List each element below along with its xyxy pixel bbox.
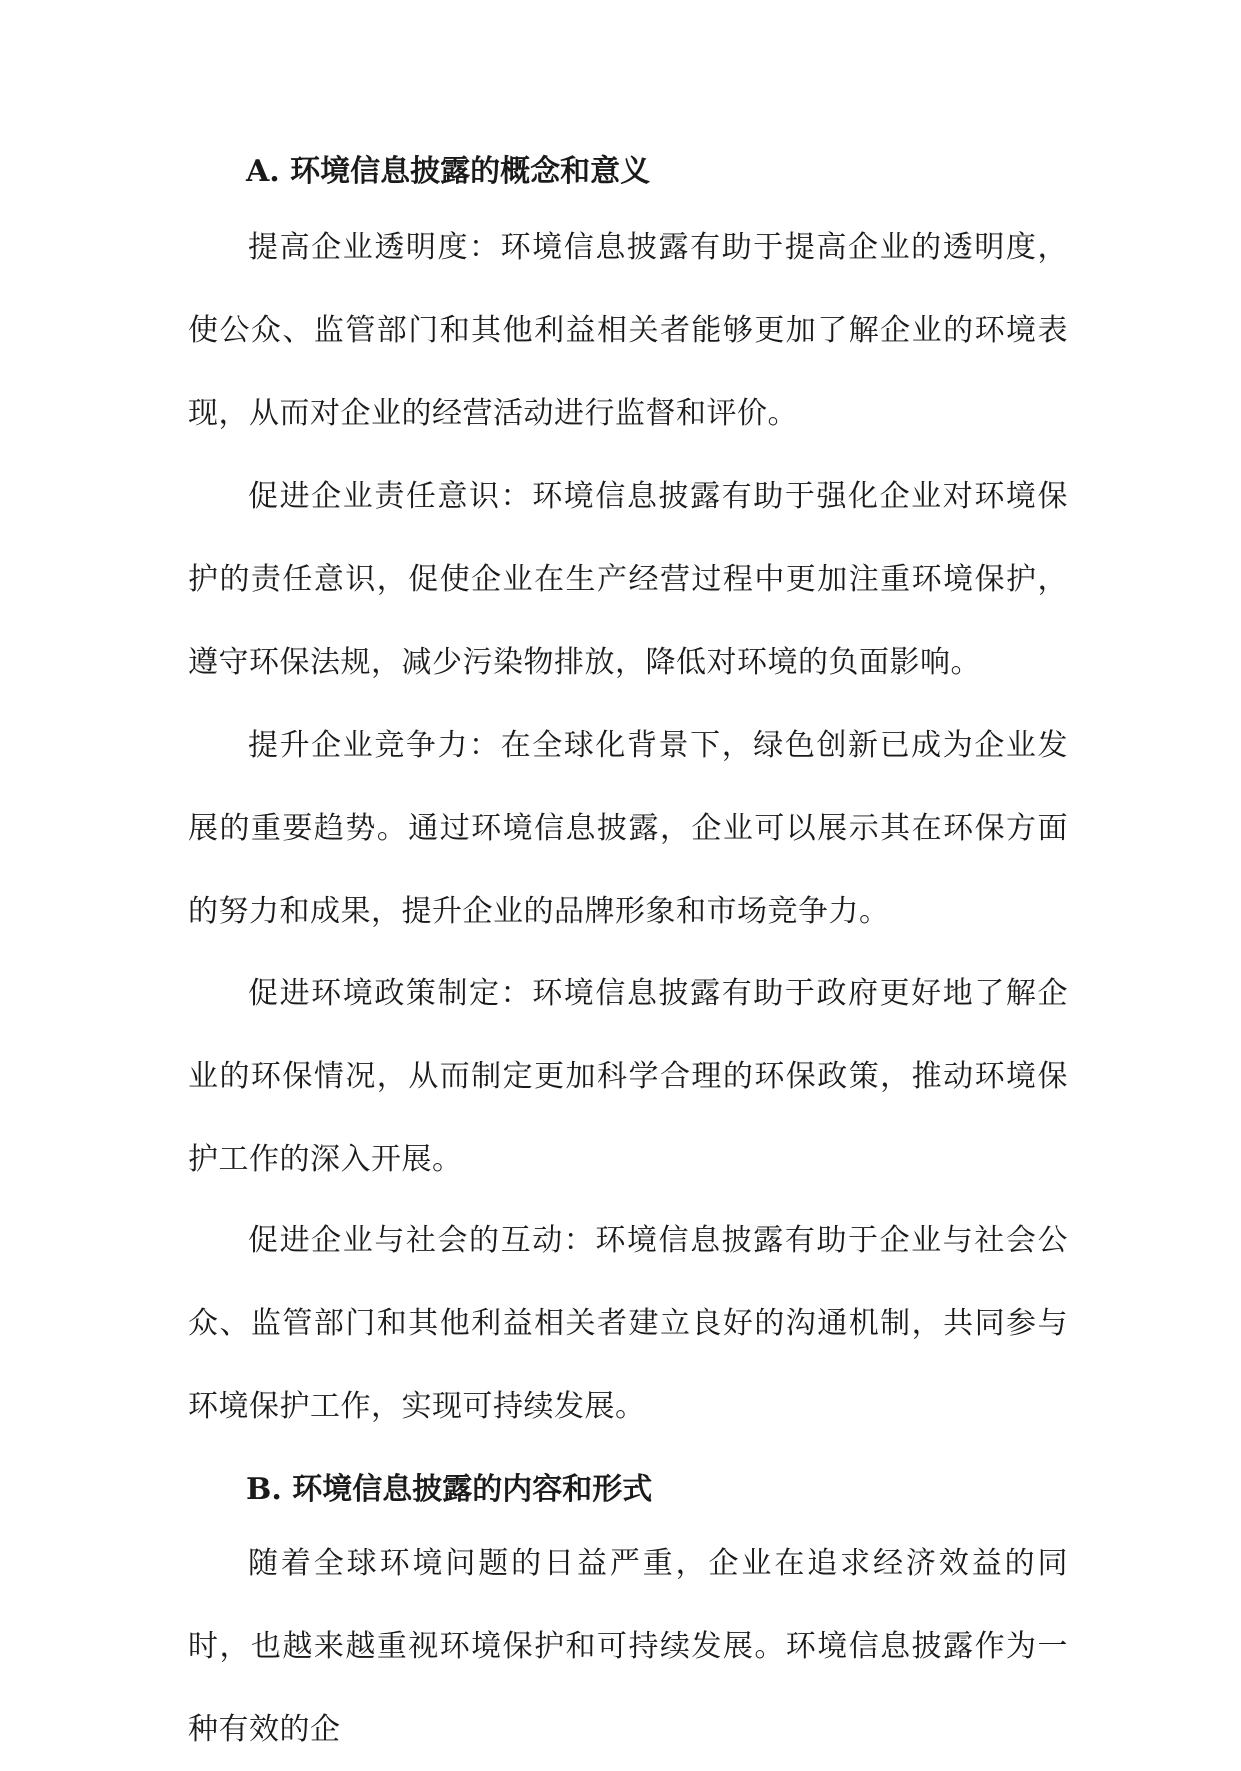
section-a-paragraph-5: 促进企业与社会的互动：环境信息披露有助于企业与社会公众、监管部门和其他利益相关者建立良好的沟通机制，共同参与环境保护工作，实现可持续发展。	[188, 1223, 1068, 1424]
section-a-paragraph-3: 提升企业竞争力：在全球化背景下，绿色创新已成为企业发展的重要趋势。通过环境信息披露，企业可以展示其在环保方面的努力和成果，提升企业的品牌形象和市场竞争力。	[188, 728, 1068, 929]
section-a-heading: A. 环境信息披露的概念和意义	[246, 154, 651, 189]
section-a-paragraph-2: 促进企业责任意识：环境信息披露有助于强化企业对环境保护的责任意识，促使企业在生产经营过程中更加注重环境保护，遵守环保法规，减少污染物排放，降低对环境的负面影响。	[188, 479, 1068, 680]
section-a-paragraph-1: 提高企业透明度：环境信息披露有助于提高企业的透明度，使公众、监管部门和其他利益相关者能够更加了解企业的环境表现，从而对企业的经营活动进行监督和评价。	[188, 230, 1068, 431]
section-b-heading: B. 环境信息披露的内容和形式	[246, 1472, 653, 1507]
section-b-paragraph-1: 随着全球环境问题的日益严重，企业在追求经济效益的同时，也越来越重视环境保护和可持续发展。环境信息披露作为一种有效的企	[188, 1546, 1068, 1747]
section-a-paragraph-4: 促进环境政策制定：环境信息披露有助于政府更好地了解企业的环保情况，从而制定更加科学合理的环保政策，推动环境保护工作的深入开展。	[188, 976, 1068, 1177]
